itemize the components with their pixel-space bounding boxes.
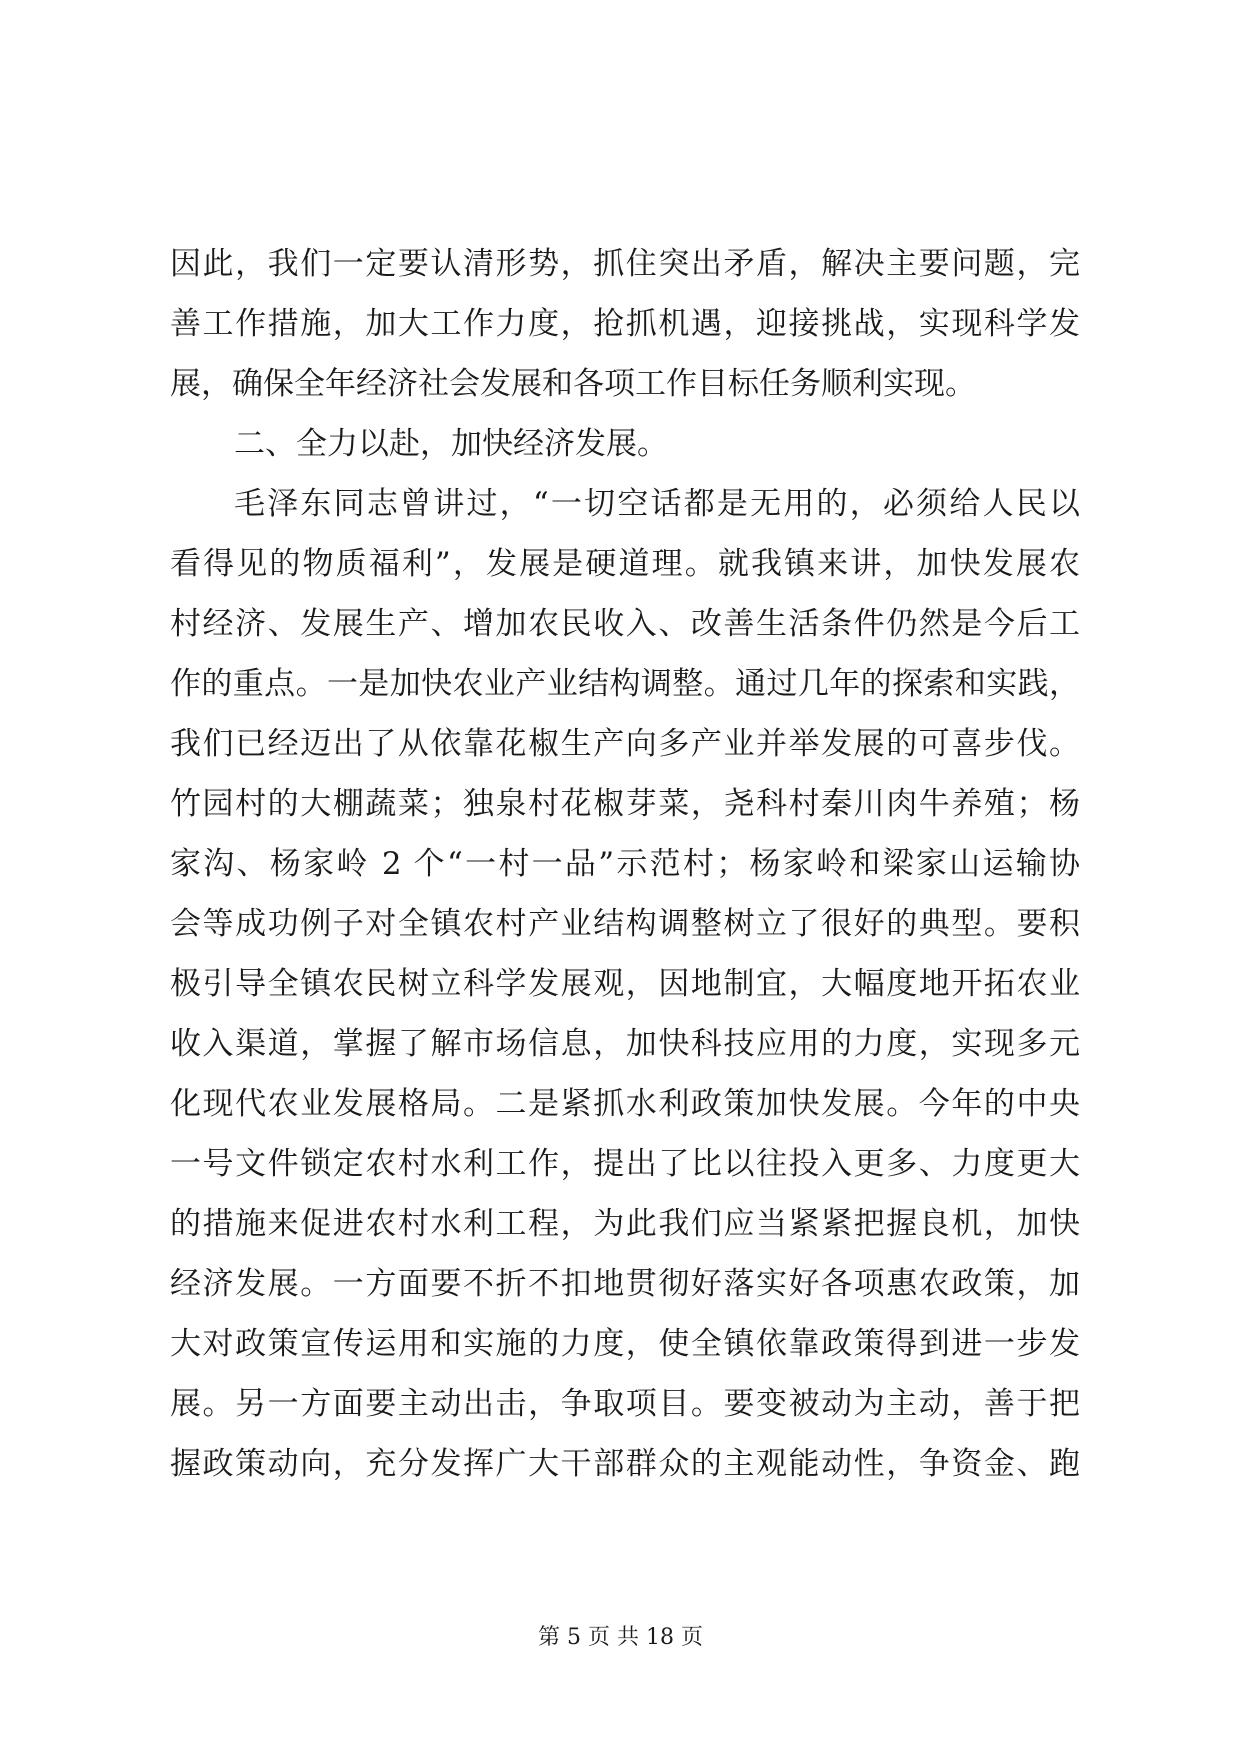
text-line: 经济发展。一方面要不折不扣地贯彻好落实好各项惠农政策，加 <box>170 1266 1080 1302</box>
text-line: 握政策动向，充分发挥广大干部群众的主观能动性，争资金、跑 <box>170 1446 1080 1482</box>
page-footer <box>0 1623 1241 1653</box>
text-line: 竹园村的大棚蔬菜；独泉村花椒芽菜，尧科村秦川肉牛养殖；杨 <box>170 786 1080 822</box>
text-line: 作的重点。一是加快农业产业结构调整。通过几年的探索和实践， <box>170 666 1080 702</box>
text-line: 会等成功例子对全镇农村产业结构调整树立了很好的典型。要积 <box>170 906 1080 942</box>
text-line: 的措施来促进农村水利工程，为此我们应当紧紧把握良机，加快 <box>170 1206 1080 1242</box>
document-body <box>170 234 1080 1494</box>
text-line: 化现代农业发展格局。二是紧抓水利政策加快发展。今年的中央 <box>170 1086 1080 1122</box>
text-line: 一号文件锁定农村水利工作，提出了比以往投入更多、力度更大 <box>170 1146 1080 1182</box>
text-line: 毛泽东同志曾讲过，“一切空话都是无用的，必须给人民以 <box>234 486 1080 522</box>
text-line: 家沟、杨家岭 2 个“一村一品”示范村；杨家岭和梁家山运输协 <box>170 846 1080 882</box>
text-line: 极引导全镇农民树立科学发展观，因地制宜，大幅度地开拓农业 <box>170 966 1080 1002</box>
text-line: 大对政策宣传运用和实施的力度，使全镇依靠政策得到进一步发 <box>170 1326 1080 1362</box>
text-line: 村经济、发展生产、增加农民收入、改善生活条件仍然是今后工 <box>170 606 1080 642</box>
text-line: 看得见的物质福利”，发展是硬道理。就我镇来讲，加快发展农 <box>170 546 1080 582</box>
text-line: 展。另一方面要主动出击，争取项目。要变被动为主动，善于把 <box>170 1386 1080 1422</box>
text-line: 我们已经迈出了从依靠花椒生产向多产业并举发展的可喜步伐。 <box>170 726 1080 762</box>
text-line: 收入渠道，掌握了解市场信息，加快科技应用的力度，实现多元 <box>170 1026 1080 1062</box>
section-heading: 二、全力以赴，加快经济发展。 <box>234 426 668 462</box>
page-number: 第 5 页 共 18 页 <box>538 1625 703 1650</box>
text-line: 展，确保全年经济社会发展和各项工作目标任务顺利实现。 <box>170 366 976 402</box>
text-line: 善工作措施，加大工作力度，抢抓机遇，迎接挑战，实现科学发 <box>170 306 1080 342</box>
text-line: 因此，我们一定要认清形势，抓住突出矛盾，解决主要问题，完 <box>170 246 1080 282</box>
